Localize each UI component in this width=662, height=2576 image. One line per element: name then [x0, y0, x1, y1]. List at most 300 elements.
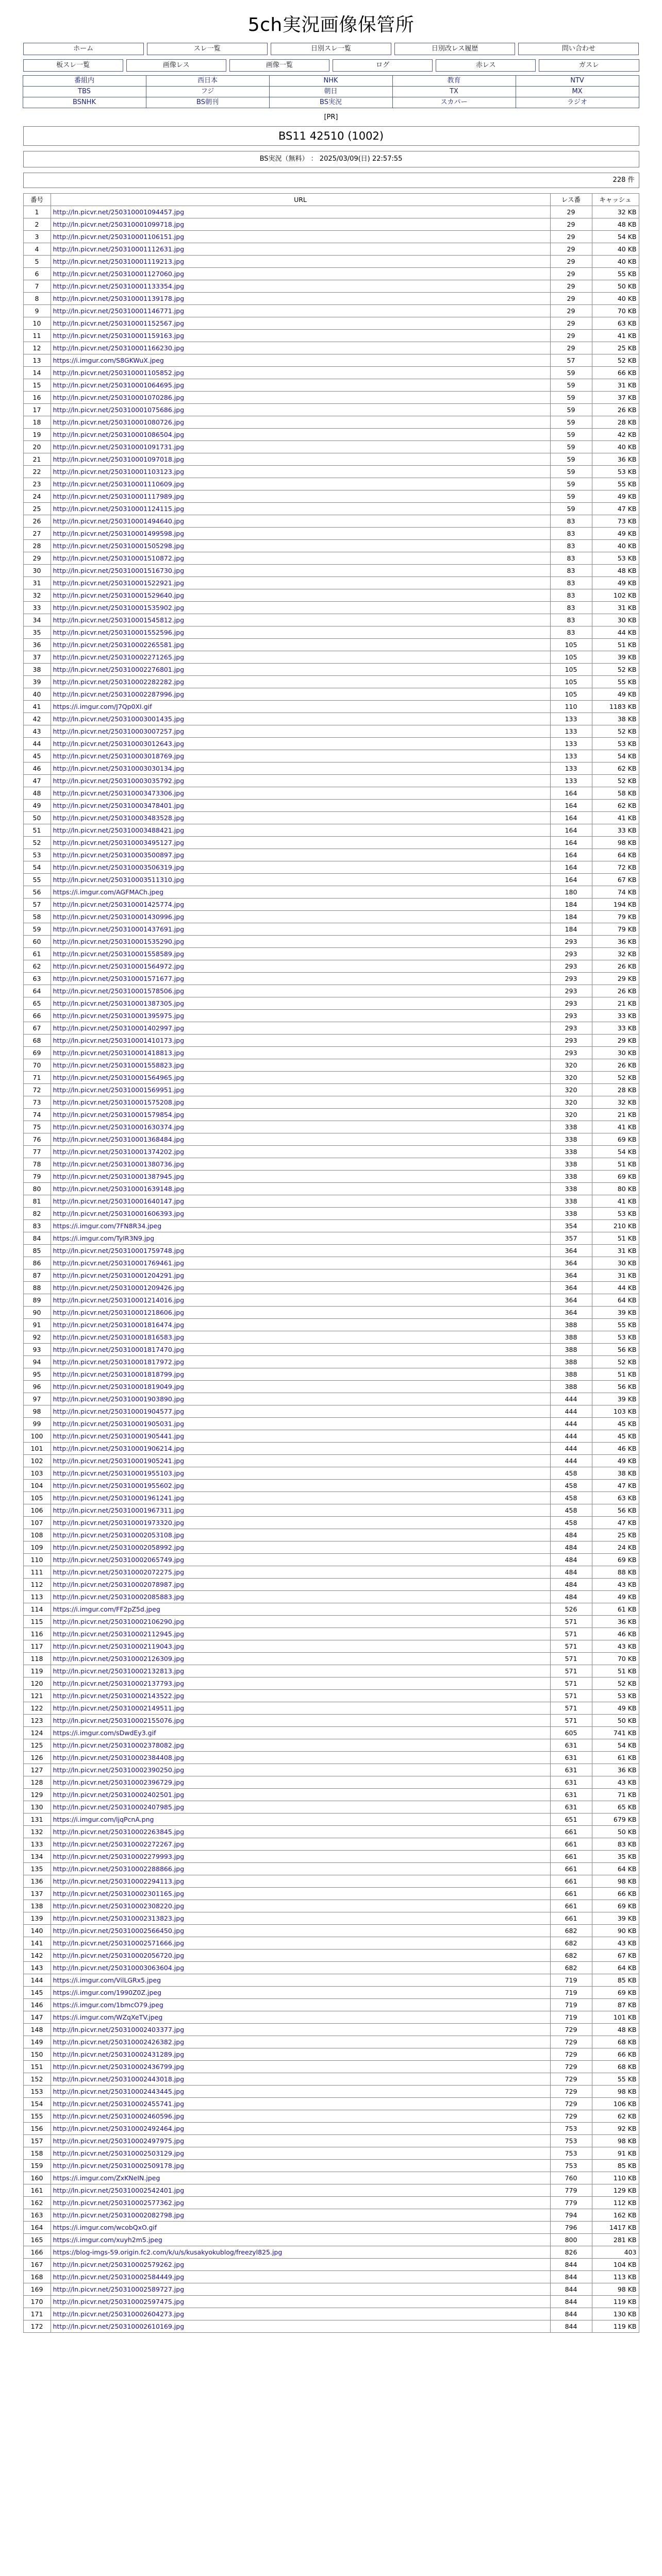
- image-url-link[interactable]: http://ln.picvr.net/250310002072275.jpg: [53, 1568, 185, 1576]
- image-url-link[interactable]: http://ln.picvr.net/250310001967311.jpg: [53, 1506, 185, 1514]
- image-url-link[interactable]: http://ln.picvr.net/250310002571666.jpg: [53, 1939, 185, 1947]
- row-res-number[interactable]: 164: [550, 800, 592, 812]
- image-url-link[interactable]: http://ln.picvr.net/250310001103123.jpg: [53, 468, 185, 476]
- row-res-number[interactable]: 458: [550, 1517, 592, 1529]
- row-cache-size[interactable]: 29 KB: [592, 1035, 639, 1047]
- row-cache-size[interactable]: 130 KB: [592, 2308, 639, 2320]
- image-url-link[interactable]: https://i.imgur.com/xuyh2m5.jpeg: [53, 2236, 162, 2244]
- row-cache-size[interactable]: 50 KB: [592, 1826, 639, 1838]
- row-cache-size[interactable]: 43 KB: [592, 1776, 639, 1789]
- image-url-link[interactable]: http://ln.picvr.net/250310003018769.jpg: [53, 752, 185, 760]
- image-url-link[interactable]: http://ln.picvr.net/250310002126309.jpg: [53, 1655, 185, 1663]
- image-url-link[interactable]: http://ln.picvr.net/250310002384408.jpg: [53, 1754, 185, 1761]
- row-cache-size[interactable]: 74 KB: [592, 886, 639, 899]
- row-cache-size[interactable]: 37 KB: [592, 392, 639, 404]
- image-url-link[interactable]: http://ln.picvr.net/250310002509178.jpg: [53, 2162, 185, 2170]
- channel-link[interactable]: BS実況: [269, 97, 393, 108]
- row-cache-size[interactable]: 61 KB: [592, 1752, 639, 1764]
- image-url-link[interactable]: http://ln.picvr.net/250310001903890.jpg: [53, 1395, 185, 1403]
- row-res-number[interactable]: 661: [550, 1851, 592, 1863]
- row-cache-size[interactable]: 80 KB: [592, 1183, 639, 1195]
- image-url-link[interactable]: http://ln.picvr.net/250310002265581.jpg: [53, 641, 185, 649]
- image-url-link[interactable]: http://ln.picvr.net/250310001575208.jpg: [53, 1098, 185, 1106]
- channel-link[interactable]: 教育: [392, 75, 516, 87]
- image-url-link[interactable]: http://ln.picvr.net/250310001091731.jpg: [53, 443, 185, 451]
- row-res-number[interactable]: 631: [550, 1752, 592, 1764]
- row-cache-size[interactable]: 64 KB: [592, 1294, 639, 1307]
- image-url-link[interactable]: http://ln.picvr.net/250310002288866.jpg: [53, 1865, 185, 1873]
- row-res-number[interactable]: 83: [550, 565, 592, 577]
- row-cache-size[interactable]: 47 KB: [592, 1517, 639, 1529]
- row-res-number[interactable]: 180: [550, 886, 592, 899]
- row-cache-size[interactable]: 26 KB: [592, 404, 639, 416]
- image-url-link[interactable]: http://ln.picvr.net/250310002579262.jpg: [53, 2261, 185, 2268]
- row-cache-size[interactable]: 30 KB: [592, 1257, 639, 1269]
- row-res-number[interactable]: 83: [550, 515, 592, 528]
- row-cache-size[interactable]: 51 KB: [592, 1665, 639, 1677]
- image-url-link[interactable]: https://i.imgur.com/J7Qp0XI.gif: [53, 703, 152, 710]
- image-url-link[interactable]: http://ln.picvr.net/250310001817972.jpg: [53, 1358, 185, 1366]
- image-url-link[interactable]: http://ln.picvr.net/250310002271265.jpg: [53, 653, 185, 661]
- row-cache-size[interactable]: 33 KB: [592, 1022, 639, 1035]
- image-url-link[interactable]: http://ln.picvr.net/250310001816583.jpg: [53, 1333, 185, 1341]
- row-res-number[interactable]: 796: [550, 2222, 592, 2234]
- row-res-number[interactable]: 164: [550, 861, 592, 874]
- row-res-number[interactable]: 29: [550, 268, 592, 280]
- row-res-number[interactable]: 826: [550, 2246, 592, 2259]
- row-cache-size[interactable]: 119 KB: [592, 2320, 639, 2333]
- row-cache-size[interactable]: 48 KB: [592, 565, 639, 577]
- row-res-number[interactable]: 729: [550, 2086, 592, 2098]
- row-res-number[interactable]: 338: [550, 1133, 592, 1146]
- row-res-number[interactable]: 631: [550, 1764, 592, 1776]
- row-cache-size[interactable]: 26 KB: [592, 985, 639, 997]
- row-res-number[interactable]: 682: [550, 1937, 592, 1950]
- row-cache-size[interactable]: 29 KB: [592, 973, 639, 985]
- row-cache-size[interactable]: 41 KB: [592, 1121, 639, 1133]
- row-res-number[interactable]: 388: [550, 1344, 592, 1356]
- image-url-link[interactable]: http://ln.picvr.net/250310002301165.jpg: [53, 1890, 185, 1897]
- row-res-number[interactable]: 458: [550, 1467, 592, 1480]
- row-res-number[interactable]: 651: [550, 1814, 592, 1826]
- row-cache-size[interactable]: 98 KB: [592, 2086, 639, 2098]
- row-res-number[interactable]: 59: [550, 379, 592, 392]
- row-cache-size[interactable]: 25 KB: [592, 1529, 639, 1541]
- image-url-link[interactable]: http://ln.picvr.net/250310001640147.jpg: [53, 1197, 185, 1205]
- image-url-link[interactable]: http://ln.picvr.net/250310003511310.jpg: [53, 876, 185, 884]
- image-url-link[interactable]: http://ln.picvr.net/250310001086504.jpg: [53, 431, 185, 438]
- row-cache-size[interactable]: 92 KB: [592, 2123, 639, 2135]
- row-cache-size[interactable]: 741 KB: [592, 1727, 639, 1739]
- image-url-link[interactable]: http://ln.picvr.net/250310002132813.jpg: [53, 1667, 185, 1675]
- row-res-number[interactable]: 354: [550, 1220, 592, 1232]
- row-res-number[interactable]: 444: [550, 1430, 592, 1443]
- row-res-number[interactable]: 59: [550, 453, 592, 466]
- row-res-number[interactable]: 729: [550, 2048, 592, 2061]
- row-cache-size[interactable]: 53 KB: [592, 466, 639, 478]
- image-url-link[interactable]: http://ln.picvr.net/250310002610169.jpg: [53, 2323, 185, 2330]
- image-url-link[interactable]: https://i.imgur.com/7FN8R34.jpeg: [53, 1222, 162, 1230]
- row-cache-size[interactable]: 47 KB: [592, 503, 639, 515]
- image-url-link[interactable]: https://i.imgur.com/VilLGRx5.jpeg: [53, 1976, 161, 1984]
- row-cache-size[interactable]: 46 KB: [592, 1443, 639, 1455]
- row-res-number[interactable]: 83: [550, 614, 592, 626]
- row-res-number[interactable]: 364: [550, 1269, 592, 1282]
- row-res-number[interactable]: 293: [550, 973, 592, 985]
- row-cache-size[interactable]: 33 KB: [592, 1010, 639, 1022]
- image-url-link[interactable]: http://ln.picvr.net/250310002263845.jpg: [53, 1828, 185, 1836]
- channel-link[interactable]: BS朝刊: [146, 97, 270, 108]
- image-url-link[interactable]: http://ln.picvr.net/250310001368484.jpg: [53, 1136, 185, 1143]
- image-url-link[interactable]: http://ln.picvr.net/250310001070286.jpg: [53, 394, 185, 401]
- image-url-link[interactable]: http://ln.picvr.net/250310001535902.jpg: [53, 604, 185, 612]
- subnav-button[interactable]: 画像レス: [126, 59, 226, 72]
- row-res-number[interactable]: 800: [550, 2234, 592, 2246]
- image-url-link[interactable]: http://ln.picvr.net/250310002276801.jpg: [53, 666, 185, 673]
- row-cache-size[interactable]: 69 KB: [592, 1900, 639, 1912]
- image-url-link[interactable]: http://ln.picvr.net/250310001380736.jpg: [53, 1160, 185, 1168]
- row-cache-size[interactable]: 41 KB: [592, 330, 639, 342]
- row-cache-size[interactable]: 33 KB: [592, 824, 639, 837]
- image-url-link[interactable]: http://ln.picvr.net/250310001906214.jpg: [53, 1445, 185, 1452]
- row-res-number[interactable]: 364: [550, 1282, 592, 1294]
- image-url-link[interactable]: http://ln.picvr.net/250310001410173.jpg: [53, 1037, 185, 1044]
- row-res-number[interactable]: 571: [550, 1628, 592, 1640]
- row-cache-size[interactable]: 39 KB: [592, 651, 639, 664]
- nav-button[interactable]: 日別スレ一覧: [271, 43, 391, 55]
- row-res-number[interactable]: 184: [550, 923, 592, 936]
- image-url-link[interactable]: http://ln.picvr.net/250310002119043.jpg: [53, 1642, 185, 1650]
- image-url-link[interactable]: https://i.imgur.com/S8GKWuX.jpeg: [53, 357, 164, 364]
- row-res-number[interactable]: 760: [550, 2172, 592, 2184]
- row-cache-size[interactable]: 112 KB: [592, 2197, 639, 2209]
- image-url-link[interactable]: https://i.imgur.com/WZqXeTV.jpeg: [53, 2013, 163, 2021]
- image-url-link[interactable]: http://ln.picvr.net/250310002137793.jpg: [53, 1680, 185, 1687]
- row-res-number[interactable]: 444: [550, 1455, 592, 1467]
- image-url-link[interactable]: http://ln.picvr.net/250310002403377.jpg: [53, 2026, 185, 2033]
- row-res-number[interactable]: 83: [550, 626, 592, 639]
- image-url-link[interactable]: http://ln.picvr.net/250310002396729.jpg: [53, 1778, 185, 1786]
- row-res-number[interactable]: 719: [550, 1987, 592, 1999]
- row-res-number[interactable]: 719: [550, 2011, 592, 2024]
- image-url-link[interactable]: http://ln.picvr.net/250310001522921.jpg: [53, 579, 185, 587]
- row-cache-size[interactable]: 98 KB: [592, 2135, 639, 2147]
- image-url-link[interactable]: http://ln.picvr.net/250310001166230.jpg: [53, 344, 185, 352]
- row-res-number[interactable]: 729: [550, 2098, 592, 2110]
- row-res-number[interactable]: 57: [550, 354, 592, 367]
- row-res-number[interactable]: 29: [550, 317, 592, 330]
- image-url-link[interactable]: http://ln.picvr.net/250310001119213.jpg: [53, 258, 185, 265]
- image-url-link[interactable]: http://ln.picvr.net/250310001094457.jpg: [53, 208, 185, 216]
- row-cache-size[interactable]: 70 KB: [592, 1653, 639, 1665]
- row-res-number[interactable]: 729: [550, 2024, 592, 2036]
- row-res-number[interactable]: 29: [550, 330, 592, 342]
- image-url-link[interactable]: http://ln.picvr.net/250310001973320.jpg: [53, 1519, 185, 1527]
- row-cache-size[interactable]: 87 KB: [592, 1999, 639, 2011]
- row-res-number[interactable]: 59: [550, 503, 592, 515]
- row-res-number[interactable]: 29: [550, 280, 592, 293]
- row-cache-size[interactable]: 53 KB: [592, 738, 639, 750]
- row-cache-size[interactable]: 31 KB: [592, 1245, 639, 1257]
- row-cache-size[interactable]: 55 KB: [592, 478, 639, 490]
- channel-link[interactable]: NHK: [269, 75, 393, 87]
- row-cache-size[interactable]: 69 KB: [592, 1133, 639, 1146]
- row-cache-size[interactable]: 21 KB: [592, 997, 639, 1010]
- row-res-number[interactable]: 444: [550, 1443, 592, 1455]
- row-res-number[interactable]: 320: [550, 1096, 592, 1109]
- row-cache-size[interactable]: 106 KB: [592, 2098, 639, 2110]
- row-res-number[interactable]: 661: [550, 1826, 592, 1838]
- row-res-number[interactable]: 293: [550, 1035, 592, 1047]
- row-cache-size[interactable]: 53 KB: [592, 1690, 639, 1702]
- row-res-number[interactable]: 59: [550, 441, 592, 453]
- image-url-link[interactable]: http://ln.picvr.net/250310002082798.jpg: [53, 2211, 185, 2219]
- row-res-number[interactable]: 661: [550, 1875, 592, 1888]
- row-res-number[interactable]: 184: [550, 911, 592, 923]
- row-res-number[interactable]: 164: [550, 824, 592, 837]
- row-res-number[interactable]: 364: [550, 1294, 592, 1307]
- image-url-link[interactable]: https://i.imgur.com/1bmcO79.jpeg: [53, 2001, 163, 2009]
- row-cache-size[interactable]: 73 KB: [592, 515, 639, 528]
- channel-link[interactable]: フジ: [146, 86, 270, 97]
- row-res-number[interactable]: 105: [550, 688, 592, 701]
- channel-link[interactable]: 朝日: [269, 86, 393, 97]
- row-res-number[interactable]: 59: [550, 367, 592, 379]
- row-cache-size[interactable]: 30 KB: [592, 614, 639, 626]
- image-url-link[interactable]: http://ln.picvr.net/250310002106290.jpg: [53, 1618, 185, 1625]
- row-cache-size[interactable]: 62 KB: [592, 2110, 639, 2123]
- row-cache-size[interactable]: 49 KB: [592, 688, 639, 701]
- row-cache-size[interactable]: 62 KB: [592, 762, 639, 775]
- row-res-number[interactable]: 364: [550, 1257, 592, 1269]
- row-cache-size[interactable]: 41 KB: [592, 812, 639, 824]
- row-cache-size[interactable]: 49 KB: [592, 528, 639, 540]
- image-url-link[interactable]: http://ln.picvr.net/250310001146771.jpg: [53, 307, 185, 315]
- row-cache-size[interactable]: 403: [592, 2246, 639, 2259]
- row-res-number[interactable]: 293: [550, 1010, 592, 1022]
- row-res-number[interactable]: 29: [550, 243, 592, 256]
- row-res-number[interactable]: 661: [550, 1912, 592, 1925]
- row-res-number[interactable]: 110: [550, 701, 592, 713]
- row-res-number[interactable]: 571: [550, 1616, 592, 1628]
- row-cache-size[interactable]: 31 KB: [592, 1269, 639, 1282]
- image-url-link[interactable]: http://ln.picvr.net/250310001818799.jpg: [53, 1370, 185, 1378]
- image-url-link[interactable]: http://ln.picvr.net/250310002589727.jpg: [53, 2285, 185, 2293]
- row-res-number[interactable]: 133: [550, 725, 592, 738]
- row-cache-size[interactable]: 25 KB: [592, 342, 639, 354]
- row-res-number[interactable]: 293: [550, 985, 592, 997]
- row-cache-size[interactable]: 45 KB: [592, 1418, 639, 1430]
- image-url-link[interactable]: http://ln.picvr.net/250310002155076.jpg: [53, 1717, 185, 1724]
- row-cache-size[interactable]: 70 KB: [592, 305, 639, 317]
- row-res-number[interactable]: 729: [550, 2110, 592, 2123]
- row-cache-size[interactable]: 42 KB: [592, 429, 639, 441]
- row-res-number[interactable]: 364: [550, 1245, 592, 1257]
- image-url-link[interactable]: http://ln.picvr.net/250310002390250.jpg: [53, 1766, 185, 1774]
- row-res-number[interactable]: 320: [550, 1059, 592, 1072]
- row-cache-size[interactable]: 40 KB: [592, 243, 639, 256]
- image-url-link[interactable]: http://ln.picvr.net/250310001159163.jpg: [53, 332, 185, 340]
- image-url-link[interactable]: http://ln.picvr.net/250310002597475.jpg: [53, 2298, 185, 2306]
- row-res-number[interactable]: 388: [550, 1331, 592, 1344]
- image-url-link[interactable]: http://ln.picvr.net/250310002497975.jpg: [53, 2137, 185, 2145]
- row-cache-size[interactable]: 41 KB: [592, 1195, 639, 1208]
- image-url-link[interactable]: http://ln.picvr.net/250310001769461.jpg: [53, 1259, 185, 1267]
- row-res-number[interactable]: 83: [550, 602, 592, 614]
- row-cache-size[interactable]: 55 KB: [592, 676, 639, 688]
- image-url-link[interactable]: http://ln.picvr.net/250310001209426.jpg: [53, 1284, 185, 1292]
- row-cache-size[interactable]: 44 KB: [592, 626, 639, 639]
- row-cache-size[interactable]: 104 KB: [592, 2259, 639, 2271]
- image-url-link[interactable]: http://ln.picvr.net/250310001117989.jpg: [53, 493, 185, 500]
- row-res-number[interactable]: 338: [550, 1146, 592, 1158]
- row-res-number[interactable]: 164: [550, 787, 592, 800]
- row-res-number[interactable]: 105: [550, 664, 592, 676]
- subnav-button[interactable]: ログ: [333, 59, 433, 72]
- row-res-number[interactable]: 29: [550, 342, 592, 354]
- row-cache-size[interactable]: 67 KB: [592, 1950, 639, 1962]
- row-res-number[interactable]: 338: [550, 1183, 592, 1195]
- row-cache-size[interactable]: 83 KB: [592, 1838, 639, 1851]
- row-cache-size[interactable]: 52 KB: [592, 775, 639, 787]
- image-url-link[interactable]: http://ln.picvr.net/250310001759748.jpg: [53, 1247, 185, 1255]
- row-cache-size[interactable]: 65 KB: [592, 1801, 639, 1814]
- image-url-link[interactable]: http://ln.picvr.net/250310001106151.jpg: [53, 233, 185, 241]
- row-cache-size[interactable]: 61 KB: [592, 1603, 639, 1616]
- row-res-number[interactable]: 779: [550, 2197, 592, 2209]
- row-res-number[interactable]: 661: [550, 1900, 592, 1912]
- row-res-number[interactable]: 388: [550, 1381, 592, 1393]
- row-cache-size[interactable]: 24 KB: [592, 1541, 639, 1554]
- row-cache-size[interactable]: 53 KB: [592, 1208, 639, 1220]
- row-cache-size[interactable]: 46 KB: [592, 1628, 639, 1640]
- image-url-link[interactable]: https://i.imgur.com/ljqPcnA.png: [53, 1816, 154, 1823]
- row-cache-size[interactable]: 210 KB: [592, 1220, 639, 1232]
- row-res-number[interactable]: 753: [550, 2160, 592, 2172]
- image-url-link[interactable]: http://ln.picvr.net/250310001552596.jpg: [53, 629, 185, 636]
- row-res-number[interactable]: 682: [550, 1962, 592, 1974]
- row-cache-size[interactable]: 119 KB: [592, 2296, 639, 2308]
- row-cache-size[interactable]: 53 KB: [592, 552, 639, 565]
- row-cache-size[interactable]: 66 KB: [592, 1888, 639, 1900]
- row-cache-size[interactable]: 1183 KB: [592, 701, 639, 713]
- image-url-link[interactable]: http://ln.picvr.net/250310002492464.jpg: [53, 2125, 185, 2132]
- row-res-number[interactable]: 484: [550, 1591, 592, 1603]
- row-res-number[interactable]: 631: [550, 1801, 592, 1814]
- row-res-number[interactable]: 571: [550, 1665, 592, 1677]
- row-cache-size[interactable]: 50 KB: [592, 1715, 639, 1727]
- row-res-number[interactable]: 357: [550, 1232, 592, 1245]
- row-res-number[interactable]: 388: [550, 1356, 592, 1368]
- row-res-number[interactable]: 164: [550, 874, 592, 886]
- row-res-number[interactable]: 184: [550, 899, 592, 911]
- image-url-link[interactable]: http://ln.picvr.net/250310001437691.jpg: [53, 925, 185, 933]
- row-res-number[interactable]: 458: [550, 1492, 592, 1504]
- channel-link[interactable]: 西日本: [146, 75, 270, 87]
- channel-link[interactable]: ラジオ: [516, 97, 639, 108]
- row-res-number[interactable]: 83: [550, 552, 592, 565]
- row-res-number[interactable]: 729: [550, 2036, 592, 2048]
- row-cache-size[interactable]: 32 KB: [592, 948, 639, 960]
- image-url-link[interactable]: http://ln.picvr.net/250310001425774.jpg: [53, 901, 185, 908]
- row-cache-size[interactable]: 113 KB: [592, 2271, 639, 2283]
- row-cache-size[interactable]: 31 KB: [592, 379, 639, 392]
- row-res-number[interactable]: 133: [550, 738, 592, 750]
- row-cache-size[interactable]: 56 KB: [592, 1381, 639, 1393]
- image-url-link[interactable]: http://ln.picvr.net/250310001510872.jpg: [53, 554, 185, 562]
- row-res-number[interactable]: 484: [550, 1529, 592, 1541]
- row-cache-size[interactable]: 47 KB: [592, 1480, 639, 1492]
- row-res-number[interactable]: 320: [550, 1084, 592, 1096]
- row-cache-size[interactable]: 52 KB: [592, 1677, 639, 1690]
- row-res-number[interactable]: 164: [550, 837, 592, 849]
- image-url-link[interactable]: http://ln.picvr.net/250310002279993.jpg: [53, 1853, 185, 1860]
- image-url-link[interactable]: https://i.imgur.com/wcobQxO.gif: [53, 2224, 157, 2231]
- row-res-number[interactable]: 338: [550, 1208, 592, 1220]
- row-res-number[interactable]: 338: [550, 1121, 592, 1133]
- row-cache-size[interactable]: 68 KB: [592, 2061, 639, 2073]
- image-url-link[interactable]: http://ln.picvr.net/250310002282282.jpg: [53, 678, 185, 686]
- row-res-number[interactable]: 83: [550, 528, 592, 540]
- row-cache-size[interactable]: 56 KB: [592, 1344, 639, 1356]
- row-cache-size[interactable]: 40 KB: [592, 441, 639, 453]
- image-url-link[interactable]: http://ln.picvr.net/250310002584449.jpg: [53, 2273, 185, 2281]
- image-url-link[interactable]: http://ln.picvr.net/250310003506319.jpg: [53, 863, 185, 871]
- row-cache-size[interactable]: 54 KB: [592, 231, 639, 243]
- image-url-link[interactable]: http://ln.picvr.net/250310002443445.jpg: [53, 2088, 185, 2095]
- image-url-link[interactable]: http://ln.picvr.net/250310001816474.jpg: [53, 1321, 185, 1329]
- row-res-number[interactable]: 605: [550, 1727, 592, 1739]
- row-res-number[interactable]: 59: [550, 466, 592, 478]
- row-res-number[interactable]: 133: [550, 762, 592, 775]
- row-cache-size[interactable]: 36 KB: [592, 936, 639, 948]
- row-res-number[interactable]: 293: [550, 1047, 592, 1059]
- row-cache-size[interactable]: 98 KB: [592, 837, 639, 849]
- row-cache-size[interactable]: 85 KB: [592, 2160, 639, 2172]
- row-res-number[interactable]: 571: [550, 1702, 592, 1715]
- image-url-link[interactable]: http://ln.picvr.net/250310001558823.jpg: [53, 1061, 185, 1069]
- row-cache-size[interactable]: 98 KB: [592, 1875, 639, 1888]
- row-res-number[interactable]: 59: [550, 416, 592, 429]
- row-cache-size[interactable]: 55 KB: [592, 268, 639, 280]
- image-url-link[interactable]: http://ln.picvr.net/250310001204291.jpg: [53, 1272, 185, 1279]
- image-url-link[interactable]: http://ln.picvr.net/250310001139178.jpg: [53, 295, 185, 302]
- row-res-number[interactable]: 571: [550, 1653, 592, 1665]
- row-res-number[interactable]: 526: [550, 1603, 592, 1616]
- row-res-number[interactable]: 29: [550, 218, 592, 231]
- row-cache-size[interactable]: 110 KB: [592, 2172, 639, 2184]
- row-cache-size[interactable]: 26 KB: [592, 960, 639, 973]
- row-res-number[interactable]: 338: [550, 1195, 592, 1208]
- image-url-link[interactable]: http://ln.picvr.net/250310001558589.jpg: [53, 950, 185, 958]
- row-res-number[interactable]: 458: [550, 1480, 592, 1492]
- row-cache-size[interactable]: 31 KB: [592, 602, 639, 614]
- row-cache-size[interactable]: 30 KB: [592, 1047, 639, 1059]
- row-res-number[interactable]: 661: [550, 1888, 592, 1900]
- row-cache-size[interactable]: 66 KB: [592, 2048, 639, 2061]
- row-cache-size[interactable]: 39 KB: [592, 1912, 639, 1925]
- row-cache-size[interactable]: 679 KB: [592, 1814, 639, 1826]
- row-cache-size[interactable]: 54 KB: [592, 1739, 639, 1752]
- row-res-number[interactable]: 729: [550, 2073, 592, 2086]
- row-res-number[interactable]: 844: [550, 2283, 592, 2296]
- image-url-link[interactable]: http://ln.picvr.net/250310001516730.jpg: [53, 567, 185, 574]
- row-cache-size[interactable]: 51 KB: [592, 639, 639, 651]
- row-cache-size[interactable]: 38 KB: [592, 1467, 639, 1480]
- row-res-number[interactable]: 571: [550, 1690, 592, 1702]
- row-res-number[interactable]: 631: [550, 1739, 592, 1752]
- row-cache-size[interactable]: 64 KB: [592, 849, 639, 861]
